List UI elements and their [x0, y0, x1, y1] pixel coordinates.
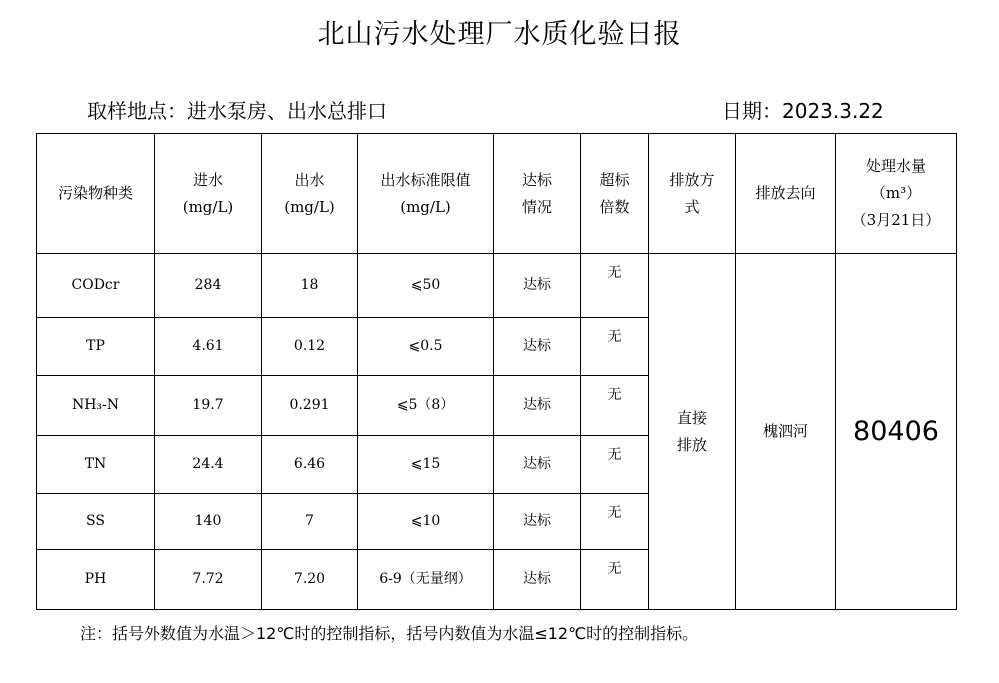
exceed-cell: 无 [581, 436, 649, 494]
header-volume-label: 处理水量 [865, 157, 926, 175]
pollutant-cell: SS [37, 494, 155, 550]
inflow-cell: 24.4 [155, 436, 262, 494]
header-outflow-label: 出水 [294, 170, 325, 189]
outflow-cell: 0.12 [262, 318, 358, 376]
header-limit-label: 出水标准限值 [380, 170, 471, 189]
pollutant-cell: NH₃-N [37, 376, 155, 436]
exceed-cell: 无 [581, 318, 649, 376]
limit-cell: ⩽50 [358, 254, 494, 318]
report-title: 北山污水处理厂水质化验日报 [317, 19, 682, 50]
header-compliance-line1: 达标 [521, 170, 552, 189]
limit-cell: ⩽10 [358, 494, 494, 550]
header-inflow-label: 进水 [192, 170, 223, 189]
pollutant-cell: TP [37, 318, 155, 376]
footnote: 注：括号外数值为水温＞12℃时的控制指标，括号内数值为水温≤12℃时的控制指标。 [80, 624, 699, 643]
inflow-cell: 19.7 [155, 376, 262, 436]
outflow-cell: 7 [262, 494, 358, 550]
pollutant-cell: TN [37, 436, 155, 494]
header-outflow-unit: (mg/L) [284, 197, 335, 216]
header-limit [358, 134, 494, 254]
inflow-cell: 7.72 [155, 550, 262, 610]
limit-cell: ⩽5（8） [358, 376, 494, 436]
water-quality-table [36, 133, 957, 610]
report-date: 日期：2023.3.22 [722, 99, 884, 123]
header-method [649, 134, 736, 254]
pollutant-cell: CODcr [37, 254, 155, 318]
limit-cell: 6-9（无量纲） [358, 550, 494, 610]
inflow-cell: 4.61 [155, 318, 262, 376]
outflow-cell: 0.291 [262, 376, 358, 436]
discharge-method-line2: 排放 [676, 435, 707, 454]
treated-volume-cell: 80406 [836, 254, 957, 610]
exceed-cell: 无 [581, 550, 649, 610]
limit-cell: ⩽0.5 [358, 318, 494, 376]
table-row [37, 254, 957, 318]
discharge-method-line1: 直接 [676, 408, 707, 427]
compliance-cell: 达标 [494, 318, 581, 376]
outflow-cell: 7.20 [262, 550, 358, 610]
header-volume-date: （3月21日） [851, 211, 941, 229]
outflow-cell: 6.46 [262, 436, 358, 494]
header-row [37, 134, 957, 254]
inflow-cell: 140 [155, 494, 262, 550]
compliance-cell: 达标 [494, 376, 581, 436]
header-method-line2: 式 [684, 197, 700, 216]
header-outflow [262, 134, 358, 254]
discharge-method-cell [649, 254, 736, 610]
header-exceed-line2: 倍数 [599, 197, 630, 216]
compliance-cell: 达标 [494, 436, 581, 494]
header-compliance-line2: 情况 [521, 197, 552, 216]
header-compliance [494, 134, 581, 254]
header-inflow [155, 134, 262, 254]
header-pollutant: 污染物种类 [37, 134, 155, 254]
compliance-cell: 达标 [494, 254, 581, 318]
header-destination: 排放去向 [736, 134, 836, 254]
header-exceed-line1: 超标 [599, 170, 630, 189]
exceed-cell: 无 [581, 376, 649, 436]
compliance-cell: 达标 [494, 494, 581, 550]
exceed-cell: 无 [581, 494, 649, 550]
exceed-cell: 无 [581, 254, 649, 318]
limit-cell: ⩽15 [358, 436, 494, 494]
header-limit-unit: (mg/L) [400, 197, 451, 216]
header-inflow-unit: (mg/L) [182, 197, 234, 216]
inflow-cell: 284 [155, 254, 262, 318]
header-method-line1: 排放方 [669, 170, 715, 189]
outflow-cell: 18 [262, 254, 358, 318]
sampling-location: 取样地点：进水泵房、出水总排口 [87, 99, 387, 123]
pollutant-cell: PH [37, 550, 155, 610]
discharge-destination-cell: 槐泗河 [736, 254, 836, 610]
header-volume [836, 134, 957, 254]
header-exceed [581, 134, 649, 254]
compliance-cell: 达标 [494, 550, 581, 610]
header-volume-unit: （m³） [870, 184, 922, 202]
